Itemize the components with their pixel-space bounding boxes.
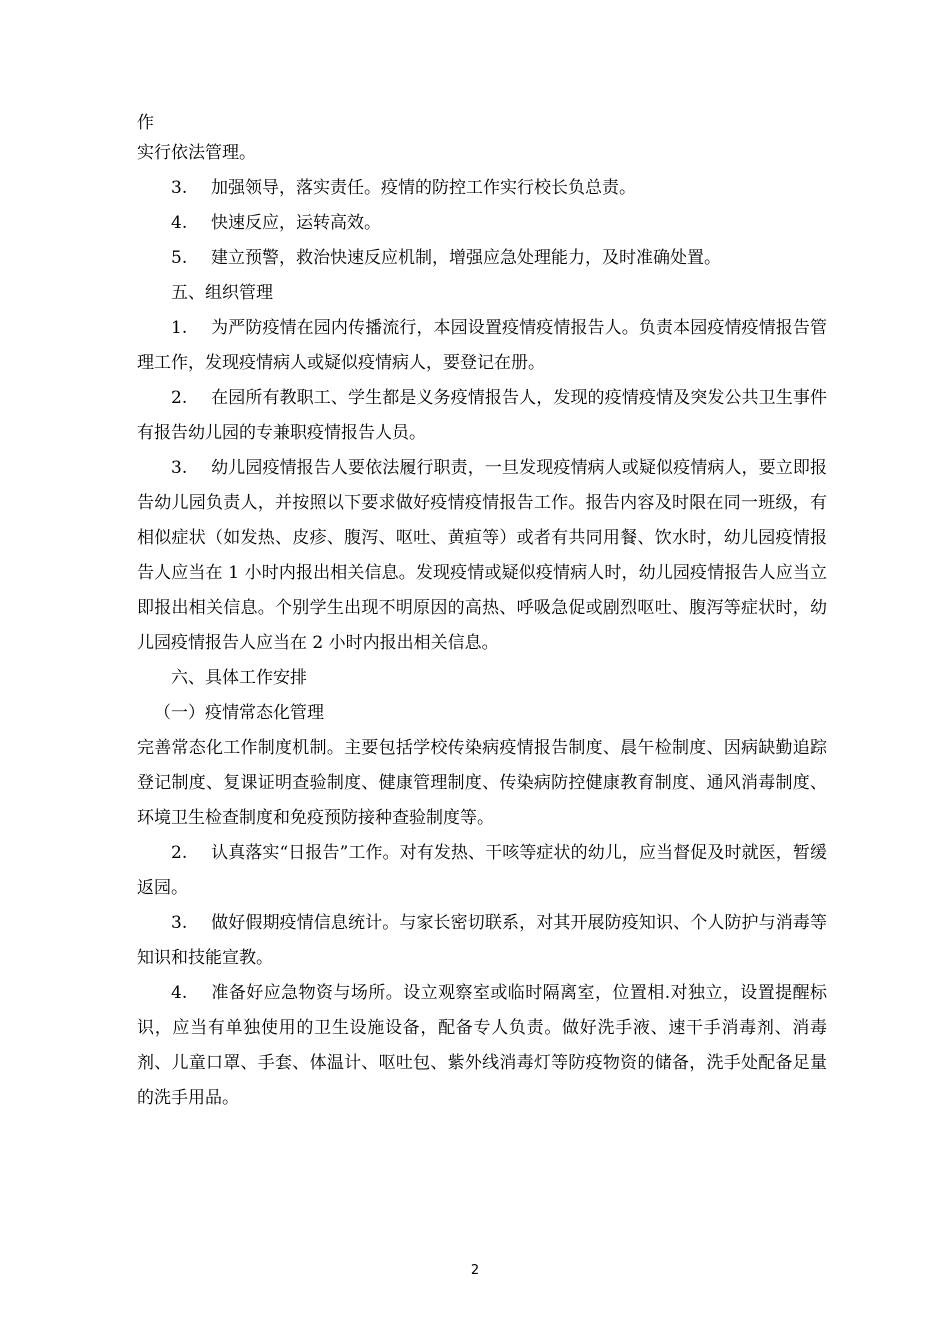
list-item	[137, 836, 827, 906]
section-heading: 六、具体工作安排	[171, 668, 307, 688]
list-item	[137, 241, 827, 276]
item-number: 1.	[171, 318, 188, 338]
list-item	[137, 171, 827, 206]
item-number: 5.	[171, 248, 188, 268]
continued-line: 实行依法管理。	[137, 143, 256, 163]
document-body	[137, 110, 827, 1116]
page-number: 2	[470, 1263, 480, 1278]
item-text: 加强领导，落实责任。疫情的防控工作实行校长负总责。	[211, 178, 636, 198]
section-heading: 五、组织管理	[171, 283, 273, 303]
item-number: 4.	[171, 213, 188, 233]
item-text: 建立预警，救治快速反应机制，增强应急处理能力，及时准确处置。	[211, 248, 721, 268]
list-item	[137, 906, 827, 976]
item-text: 做好假期疫情信息统计。与家长密切联系，对其开展防疫知识、个人防护与消毒等知识和技能宣教。	[137, 913, 827, 968]
item-number: 4.	[171, 983, 188, 1003]
list-item	[137, 451, 827, 661]
item-number: 3.	[171, 913, 188, 933]
list-item	[137, 311, 827, 381]
item-text: 准备好应急物资与场所。设立观察室或临时隔离室，位置相.对独立，设置提醒标识，应当有单独使用的卫生设施设备，配备专人负责。做好洗手液、速干手消毒剂、消毒剂、儿童口罩、手套、体温计、呕吐包、紫外线消毒灯等防疫物资的储备，洗手处配备足量的洗手用品。	[137, 983, 827, 1108]
paragraph: 完善常态化工作制度机制。主要包括学校传染病疫情报告制度、晨午检制度、因病缺勤追踪登记制度、复课证明查验制度、健康管理制度、传染病防控健康教育制度、通风消毒制度、环境卫生检查制度和免疫预防接种查验制度等。	[137, 738, 827, 828]
item-text: 为严防疫情在园内传播流行，本园设置疫情疫情报告人。负责本园疫情疫情报告管理工作，发现疫情病人或疑似疫情病人，要登记在册。	[137, 318, 827, 373]
item-text: 在园所有教职工、学生都是义务疫情报告人，发现的疫情疫情及突发公共卫生事件有报告幼儿园的专兼职疫情报告人员。	[137, 388, 827, 443]
item-text: 幼儿园疫情报告人要依法履行职责，一旦发现疫情病人或疑似疫情病人，要立即报告幼儿园负责人，并按照以下要求做好疫情疫情报告工作。报告内容及时限在同一班级，有相似症状（如发热、皮疹、腹泻、呕吐、黄疸等）或者有共同用餐、饮水时，幼儿园疫情报告人应当在 1 小时内报出相关信息。发现疫情或疑似疫情病人时，幼儿园疫情报告人应当立即报出相关信息。个别学生出现不明原因的高热、呼吸急促或剧烈呕吐、腹泻等症状时，幼儿园疫情报告人应当在 2 小时内报出相关信息。	[137, 458, 827, 653]
item-number: 3.	[171, 458, 188, 478]
list-item	[137, 206, 827, 241]
subsection-heading: （一）疫情常态化管理	[154, 703, 324, 723]
list-item	[137, 976, 827, 1116]
item-text: 认真落实“日报告”工作。对有发热、干咳等症状的幼儿，应当督促及时就医，暂缓返园。	[137, 843, 827, 898]
item-number: 3.	[171, 178, 188, 198]
item-number: 2.	[171, 843, 188, 863]
principle-list	[137, 171, 827, 276]
continued-line: 作	[137, 113, 154, 133]
list-item	[137, 381, 827, 451]
item-text: 快速反应，运转高效。	[211, 213, 381, 233]
section-arrangement	[137, 661, 827, 1116]
item-number: 2.	[171, 388, 188, 408]
section-organization	[137, 276, 827, 661]
